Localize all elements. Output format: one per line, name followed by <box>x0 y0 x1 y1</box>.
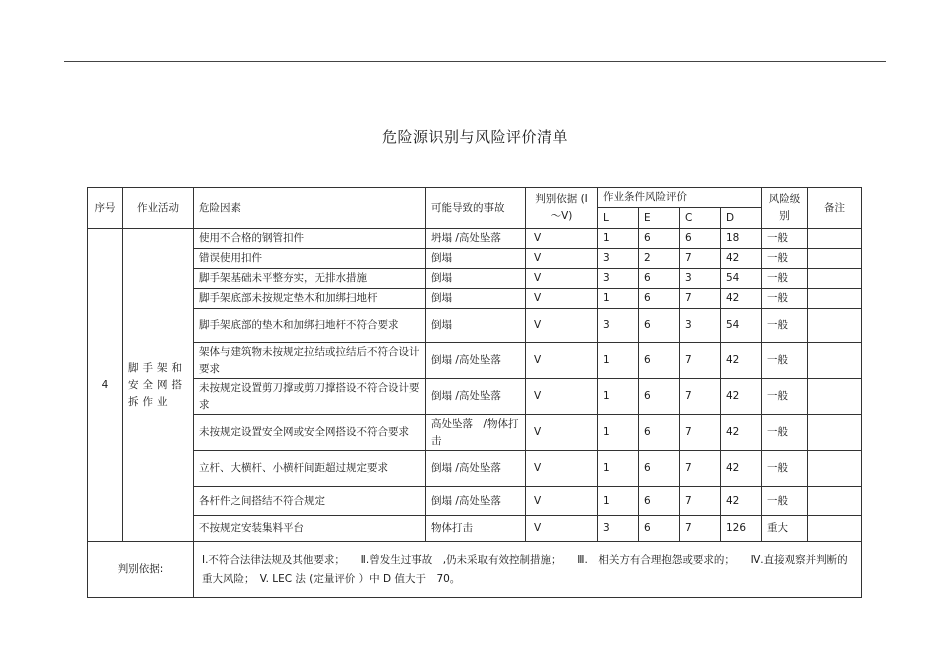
header-activity: 作业活动 <box>123 188 194 229</box>
header-d: D <box>721 208 762 229</box>
l-value-cell: 1 <box>598 487 639 516</box>
basis-cell: V <box>526 451 598 487</box>
l-value-cell: 1 <box>598 451 639 487</box>
e-value-cell: 6 <box>639 516 680 542</box>
risk-level-cell: 一般 <box>762 451 808 487</box>
basis-cell: V <box>526 229 598 249</box>
e-value-cell: 6 <box>639 229 680 249</box>
basis-cell: V <box>526 379 598 415</box>
table-row <box>88 379 862 415</box>
d-value-cell: 42 <box>721 343 762 379</box>
remark-cell <box>808 289 862 309</box>
basis-cell: V <box>526 343 598 379</box>
accident-cell: 倒塌 <box>426 269 526 289</box>
c-value-cell: 6 <box>680 229 721 249</box>
l-value-cell: 3 <box>598 269 639 289</box>
footer-label: 判别依据: <box>88 542 194 598</box>
table-row <box>88 289 862 309</box>
header-remark: 备注 <box>808 188 862 229</box>
accident-cell: 倒塌 /高处坠落 <box>426 379 526 415</box>
d-value-cell: 126 <box>721 516 762 542</box>
e-value-cell: 6 <box>639 451 680 487</box>
risk-level-cell: 一般 <box>762 269 808 289</box>
l-value-cell: 1 <box>598 379 639 415</box>
e-value-cell: 2 <box>639 249 680 269</box>
hazard-cell: 架体与建筑物未按规定拉结或拉结后不符合设计要求 <box>194 343 426 379</box>
header-risk-level: 风险级别 <box>762 188 808 229</box>
e-value-cell: 6 <box>639 269 680 289</box>
remark-cell <box>808 249 862 269</box>
c-value-cell: 7 <box>680 249 721 269</box>
table-row <box>88 343 862 379</box>
c-value-cell: 7 <box>680 379 721 415</box>
hazard-cell: 未按规定设置安全网或安全网搭设不符合要求 <box>194 415 426 451</box>
basis-cell: V <box>526 309 598 343</box>
remark-cell <box>808 343 862 379</box>
risk-level-cell: 一般 <box>762 343 808 379</box>
page-title: 危险源识别与风险评价清单 <box>381 128 568 146</box>
basis-cell: V <box>526 516 598 542</box>
hazard-cell: 立杆、大横杆、小横杆间距超过规定要求 <box>194 451 426 487</box>
l-value-cell: 1 <box>598 343 639 379</box>
table-row <box>88 269 862 289</box>
remark-cell <box>808 451 862 487</box>
c-value-cell: 7 <box>680 343 721 379</box>
top-rule <box>64 61 886 62</box>
table-row <box>88 487 862 516</box>
risk-level-cell: 一般 <box>762 309 808 343</box>
header-lec-group: 作业条件风险评价 <box>598 188 762 208</box>
header-e: E <box>639 208 680 229</box>
header-seq: 序号 <box>88 188 123 229</box>
basis-cell: V <box>526 289 598 309</box>
c-value-cell: 7 <box>680 451 721 487</box>
footer-row <box>88 542 862 598</box>
e-value-cell: 6 <box>639 343 680 379</box>
hazard-cell: 使用不合格的钢管扣件 <box>194 229 426 249</box>
remark-cell <box>808 415 862 451</box>
remark-cell <box>808 379 862 415</box>
d-value-cell: 42 <box>721 451 762 487</box>
table-row <box>88 249 862 269</box>
hazard-cell: 脚手架底部的垫木和加绑扫地杆不符合要求 <box>194 309 426 343</box>
accident-cell: 坍塌 /高处坠落 <box>426 229 526 249</box>
accident-cell: 高处坠落 /物体打击 <box>426 415 526 451</box>
risk-level-cell: 一般 <box>762 229 808 249</box>
table-row <box>88 451 862 487</box>
basis-cell: V <box>526 249 598 269</box>
accident-cell: 倒塌 <box>426 309 526 343</box>
remark-cell <box>808 309 862 343</box>
header-accident: 可能导致的事故 <box>426 188 526 229</box>
risk-level-cell: 一般 <box>762 379 808 415</box>
hazard-cell: 错误使用扣件 <box>194 249 426 269</box>
l-value-cell: 3 <box>598 516 639 542</box>
e-value-cell: 6 <box>639 487 680 516</box>
header-row-1 <box>88 188 862 208</box>
e-value-cell: 6 <box>639 309 680 343</box>
risk-level-cell: 一般 <box>762 249 808 269</box>
hazard-cell: 脚手架基础未平整夯实，无排水措施 <box>194 269 426 289</box>
risk-level-cell: 一般 <box>762 289 808 309</box>
d-value-cell: 18 <box>721 229 762 249</box>
l-value-cell: 3 <box>598 249 639 269</box>
remark-cell <box>808 229 862 249</box>
risk-table-body <box>88 229 862 542</box>
basis-cell: V <box>526 487 598 516</box>
d-value-cell: 42 <box>721 487 762 516</box>
group-activity-cell: 脚手架和安全网搭拆作业 <box>123 229 194 542</box>
remark-cell <box>808 516 862 542</box>
basis-cell: V <box>526 415 598 451</box>
table-row <box>88 229 862 249</box>
header-basis: 判别依据 (I～V) <box>526 188 598 229</box>
table-row <box>88 309 862 343</box>
group-seq-cell: 4 <box>88 229 123 542</box>
e-value-cell: 6 <box>639 379 680 415</box>
accident-cell: 倒塌 /高处坠落 <box>426 487 526 516</box>
c-value-cell: 3 <box>680 269 721 289</box>
accident-cell: 倒塌 <box>426 289 526 309</box>
remark-cell <box>808 269 862 289</box>
remark-cell <box>808 487 862 516</box>
footer-criteria-text: Ⅰ.不符合法律法规及其他要求； Ⅱ.曾发生过事故 ,仍未采取有效控制措施； Ⅲ. 相关方有合理抱怨或要求的； Ⅳ.直接观察并判断的重大风险； V. LEC 法 (定量评价 ）中 D 值大于 70。 <box>194 542 862 598</box>
header-hazard: 危险因素 <box>194 188 426 229</box>
table-row <box>88 516 862 542</box>
d-value-cell: 42 <box>721 289 762 309</box>
risk-level-cell: 一般 <box>762 487 808 516</box>
d-value-cell: 42 <box>721 415 762 451</box>
hazard-cell: 不按规定安装集料平台 <box>194 516 426 542</box>
header-l: L <box>598 208 639 229</box>
l-value-cell: 1 <box>598 229 639 249</box>
l-value-cell: 1 <box>598 289 639 309</box>
d-value-cell: 54 <box>721 309 762 343</box>
accident-cell: 物体打击 <box>426 516 526 542</box>
l-value-cell: 1 <box>598 415 639 451</box>
c-value-cell: 7 <box>680 289 721 309</box>
l-value-cell: 3 <box>598 309 639 343</box>
d-value-cell: 42 <box>721 249 762 269</box>
accident-cell: 倒塌 <box>426 249 526 269</box>
risk-level-cell: 重大 <box>762 516 808 542</box>
hazard-cell: 脚手架底部未按规定垫木和加绑扫地杆 <box>194 289 426 309</box>
basis-cell: V <box>526 269 598 289</box>
hazard-cell: 各杆件之间搭结不符合规定 <box>194 487 426 516</box>
e-value-cell: 6 <box>639 415 680 451</box>
c-value-cell: 7 <box>680 516 721 542</box>
table-row <box>88 415 862 451</box>
e-value-cell: 6 <box>639 289 680 309</box>
c-value-cell: 7 <box>680 487 721 516</box>
accident-cell: 倒塌 /高处坠落 <box>426 343 526 379</box>
d-value-cell: 54 <box>721 269 762 289</box>
d-value-cell: 42 <box>721 379 762 415</box>
risk-assessment-table <box>87 187 862 598</box>
risk-level-cell: 一般 <box>762 415 808 451</box>
c-value-cell: 3 <box>680 309 721 343</box>
hazard-cell: 未按规定设置剪刀撑或剪刀撑搭设不符合设计要求 <box>194 379 426 415</box>
header-c: C <box>680 208 721 229</box>
accident-cell: 倒塌 /高处坠落 <box>426 451 526 487</box>
c-value-cell: 7 <box>680 415 721 451</box>
